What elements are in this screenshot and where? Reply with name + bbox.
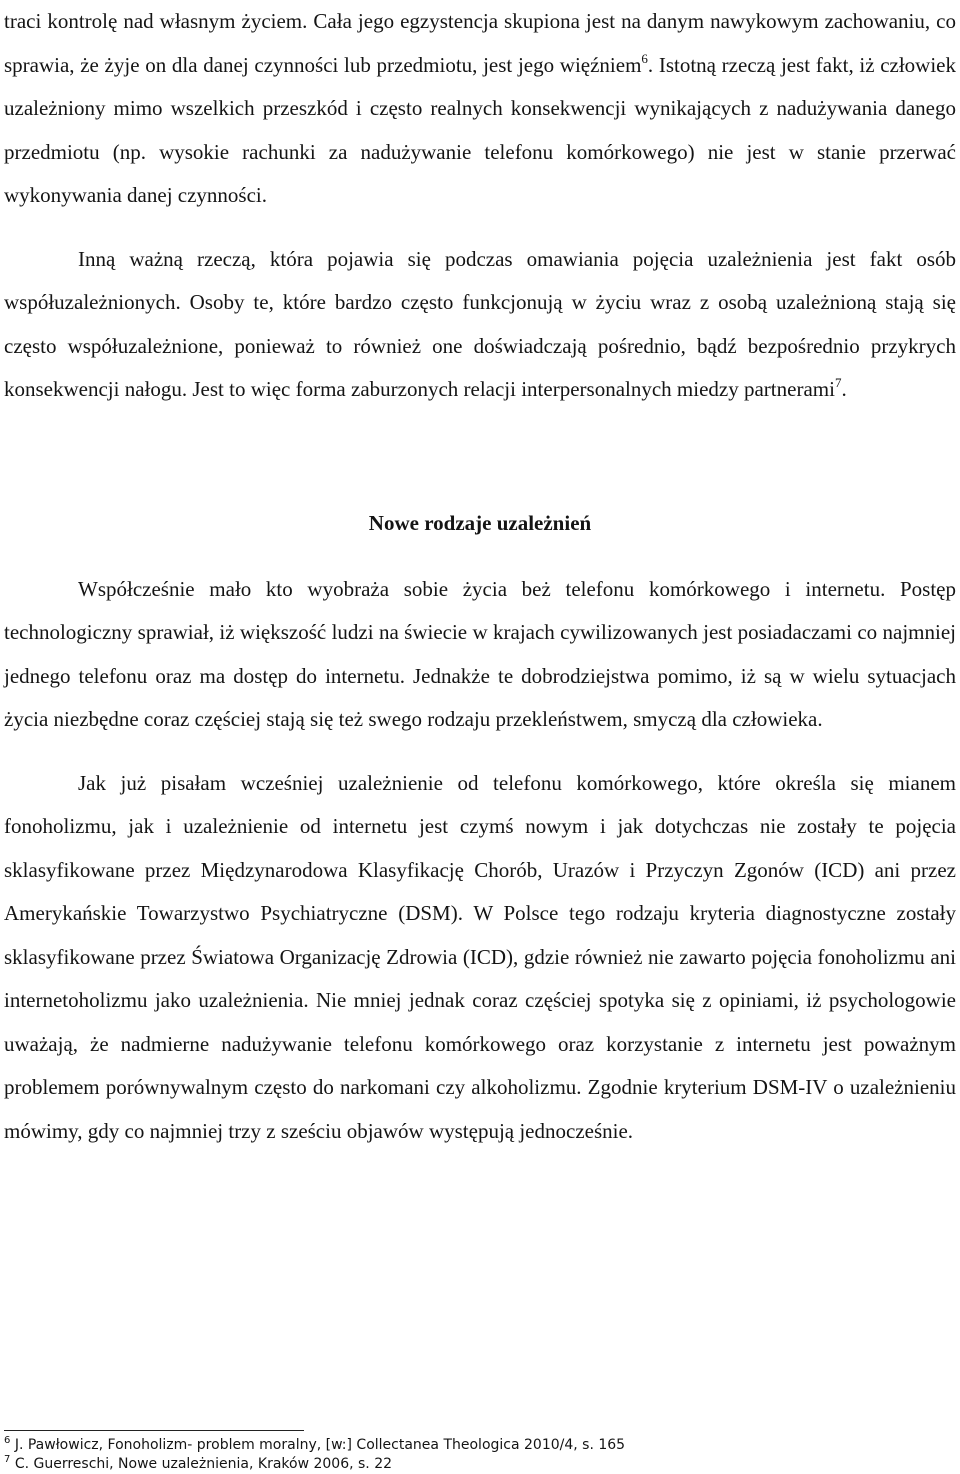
paragraph-3: Współcześnie mało kto wyobraża sobie życia beż telefonu komórkowego i internetu. Postęp technologiczny sprawiał, iż większość ludzi na świecie w krajach cywilizowanych jest posiadaczami co najmniej jednego telefonu oraz ma dostęp do internetu. Jednakże te dobrodziejstwa pomimo, iż są w wielu sytuacjach życia niezbędne coraz częściej stają się też swego rodzaju przekleństwem, smyczą dla człowieka. [4,576,956,731]
paragraph-4: Jak już pisałam wcześniej uzależnienie od telefonu komórkowego, które określa się mianem fonoholizmu, jak i uzależnienie od internetu jest czymś nowym i jak dotychczas nie zostały te pojęcia sklasyfikowane przez Międzynarodowa Klasyfikację Chorób, Urazów i Przyczyn Zgonów (ICD) ani przez Amerykańskie Towarzystwo Psychiatryczne (DSM). W Polsce tego rodzaju kryteria diagnostyczne zostały sklasyfikowane przez Światowa Organizację Zdrowia (ICD), gdzie również nie zawarto pojęcia fonoholizmu ani internetoholizmu jako uzależnienia. Nie mniej jednak coraz częściej spotyka się z opiniami, iż psychologowie uważają, że nadmierne nadużywanie telefonu komórkowego oraz korzystanie z internetu jest poważnym problemem porównywalnym często do narkomani czy alkoholizmu. Zgodnie kryterium DSM-IV o uzależnieniu mówimy, gdy co najmniej trzy z sześciu objawów występują jednocześnie. [4,770,956,1143]
footnote-6-text: J. Pawłowicz, Fonoholizm- problem moralny, [w:] Collectanea Theologica 2010/4, s. 165 [10,1437,626,1453]
section-heading: Nowe rodzaje uzależnień [368,510,592,535]
paragraph-1 [4,0,956,218]
footnote-7-text: C. Guerreschi, Nowe uzależnienia, Kraków 2006, s. 22 [10,1456,393,1472]
document-page [4,0,956,1153]
paragraph-2-text-a: Inną ważną rzeczą, która pojawia się podczas omawiania pojęcia uzależnienia jest fakt osób współuzależnionych. Osoby te, które bardzo często funkcjonują w życiu wraz z osobą uzależnioną stają się często współuzależnione, ponieważ to również one doświadczają pośrednio, bądź bezpośrednio przykrych konsekwencji nałogu. Jest to więc forma zaburzonych relacji interpersonalnych miedzy partnerami [4,246,956,401]
footnote-ref-7[interactable]: 7 [834,375,842,390]
paragraph-1-text-a: traci kontrolę nad własnym życiem. Cała jego egzystencja skupiona jest na danym nawykowym zachowaniu, co sprawia, że żyje on dla danej czynności lub przedmiotu, jest jego więźniem [4,9,956,77]
footnote-separator [4,1430,304,1431]
footnote-7-number: 7 [4,1454,11,1465]
footnote-7 [4,1455,944,1474]
paragraph-2 [4,238,956,412]
footnote-ref-6[interactable]: 6 [641,50,648,66]
footnote-6-number: 6 [4,1435,11,1446]
paragraph-1-text-b: . Istotną rzeczą jest fakt, iż człowiek uzależniony mimo wszelkich przeszkód i często realnych konsekwencji wynikających z nadużywania danego przedmiotu (np. wysokie rachunki za nadużywanie telefonu komórkowego) nie jest w stanie przerwać wykonywania danej czynności. [4,52,957,207]
footnote-6 [4,1436,944,1455]
footnotes [4,1436,944,1474]
paragraph-2-text-b: . [841,377,847,401]
